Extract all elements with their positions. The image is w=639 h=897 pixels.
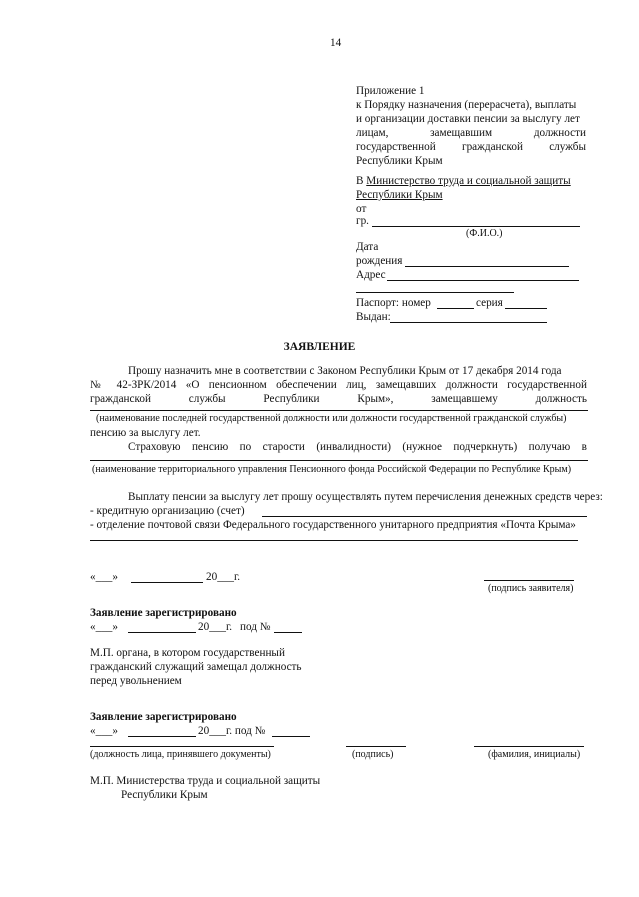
body-word: подчеркнуть) [453, 441, 518, 453]
reg-month-field[interactable] [128, 736, 196, 737]
from-label: от [356, 203, 367, 215]
passport-series-field[interactable] [505, 308, 547, 309]
stamp-note: гражданский служащий замещал должность [90, 661, 302, 673]
body-word: должность [535, 393, 587, 405]
appendix-word: лицам, [356, 127, 389, 139]
body-word: получаю [528, 441, 571, 453]
appendix-line [356, 126, 586, 140]
to-ministry: Министерство труда и социальной защиты [366, 175, 571, 187]
issued-field[interactable] [390, 322, 547, 323]
reg-year: 20___г. [198, 621, 233, 633]
date-year: 20___г. [206, 571, 241, 583]
post-office-field[interactable] [90, 540, 578, 541]
passport-number-field[interactable] [437, 308, 474, 309]
reg-month-field[interactable] [128, 632, 196, 633]
body-line [90, 392, 587, 406]
date-day: «___» [90, 571, 118, 583]
address-field[interactable] [387, 280, 579, 281]
fio-field[interactable] [372, 226, 580, 227]
reg-number-field[interactable] [272, 736, 310, 737]
passport-number-label: Паспорт: номер [356, 297, 431, 309]
reg-year-number: 20___г. под № [198, 725, 266, 737]
stamp-note: перед увольнением [90, 675, 182, 687]
body-line: № 42-ЗРК/2014 «О пенсионном обеспечении лиц, замещавших должности государственной [90, 379, 587, 391]
body-word: службы [188, 393, 226, 405]
appendix-line: Республики Крым [356, 155, 443, 167]
receiver-name-caption: (фамилия, инициалы) [488, 749, 581, 760]
body-word: (нужное [402, 441, 442, 453]
appendix-line: Приложение 1 [356, 85, 425, 97]
body-line [128, 440, 587, 454]
body-word: (инвалидности) [316, 441, 391, 453]
appendix-line: и организации доставки пенсии за выслугу лет [356, 113, 580, 125]
citizen-label: гр. [356, 215, 369, 227]
reg-number-label: под № [240, 621, 271, 633]
appendix-word: гражданской [462, 141, 523, 153]
pension-fund-caption: (наименование территориального управления Пенсионного фонда Российской Федерации по Республике Крым) [92, 464, 572, 475]
address-label: Адрес [356, 269, 386, 281]
addressee-to [356, 174, 571, 188]
pension-fund-field[interactable] [90, 460, 588, 461]
bank-account-field[interactable] [262, 516, 587, 517]
to-prefix: В [356, 175, 364, 187]
body-word: по [239, 441, 252, 453]
body-line: Выплату пенсии за выслугу лет прошу осуществлять путем перечисления денежных средств через: [128, 491, 603, 503]
receiver-position-field[interactable] [90, 746, 274, 747]
address-field-2[interactable] [356, 292, 514, 293]
document-title: ЗАЯВЛЕНИЕ [283, 341, 356, 353]
payment-option-bank: - кредитную организацию (счет) [90, 505, 245, 517]
appendix-line: к Порядку назначения (перерасчета), выплаты [356, 99, 577, 111]
passport-series-label: серия [476, 297, 503, 309]
position-caption: (наименование последней государственной должности или должности государственной гражданской службы) [96, 413, 567, 424]
ministry-stamp-note: Республики Крым [121, 789, 208, 801]
receiver-position-caption: (должность лица, принявшего документы) [90, 749, 271, 760]
appendix-word: государственной [356, 141, 436, 153]
applicant-signature-field[interactable] [484, 580, 574, 581]
appendix-word: службы [549, 141, 586, 153]
to-ministry-line2: Республики Крым [356, 189, 443, 201]
reg-day: «___» [90, 725, 118, 737]
body-word: Крым», [357, 393, 394, 405]
appendix-word: должности [533, 127, 586, 139]
body-word: гражданской [90, 393, 151, 405]
dob-label: Дата [356, 241, 379, 253]
position-field[interactable] [90, 410, 588, 411]
reg-day: «___» [90, 621, 118, 633]
date-month-field[interactable] [131, 582, 203, 583]
body-word: в [581, 441, 587, 453]
appendix-line [356, 140, 586, 154]
receiver-name-field[interactable] [474, 746, 584, 747]
signature-caption: (подпись заявителя) [488, 583, 574, 594]
body-line: пенсию за выслугу лет. [90, 427, 201, 439]
body-word: пенсию [191, 441, 229, 453]
appendix-word: замещавшим [430, 127, 493, 139]
receiver-signature-caption: (подпись) [352, 749, 394, 760]
registration-title: Заявление зарегистрировано [90, 711, 237, 723]
body-line: Прошу назначить мне в соответствии с Законом Республики Крым от 17 декабря 2014 года [128, 365, 562, 377]
ministry-stamp-note: М.П. Министерства труда и социальной защиты [90, 775, 321, 787]
issued-label: Выдан: [356, 311, 391, 323]
payment-option-post: - отделение почтовой связи Федерального государственного унитарного предприятия «Почта Крыма» [90, 519, 576, 531]
page-number: 14 [330, 37, 342, 49]
stamp-note: М.П. органа, в котором государственный [90, 647, 285, 659]
body-word: Республики [263, 393, 320, 405]
dob-field[interactable] [405, 266, 569, 267]
fio-caption: (Ф.И.О.) [466, 228, 503, 239]
body-word: Страховую [128, 441, 181, 453]
body-word: замещавшему [431, 393, 498, 405]
receiver-signature-field[interactable] [346, 746, 406, 747]
reg-number-field[interactable] [274, 632, 302, 633]
dob-label-2: рождения [356, 255, 403, 267]
registration-title: Заявление зарегистрировано [90, 607, 237, 619]
body-word: старости [262, 441, 305, 453]
